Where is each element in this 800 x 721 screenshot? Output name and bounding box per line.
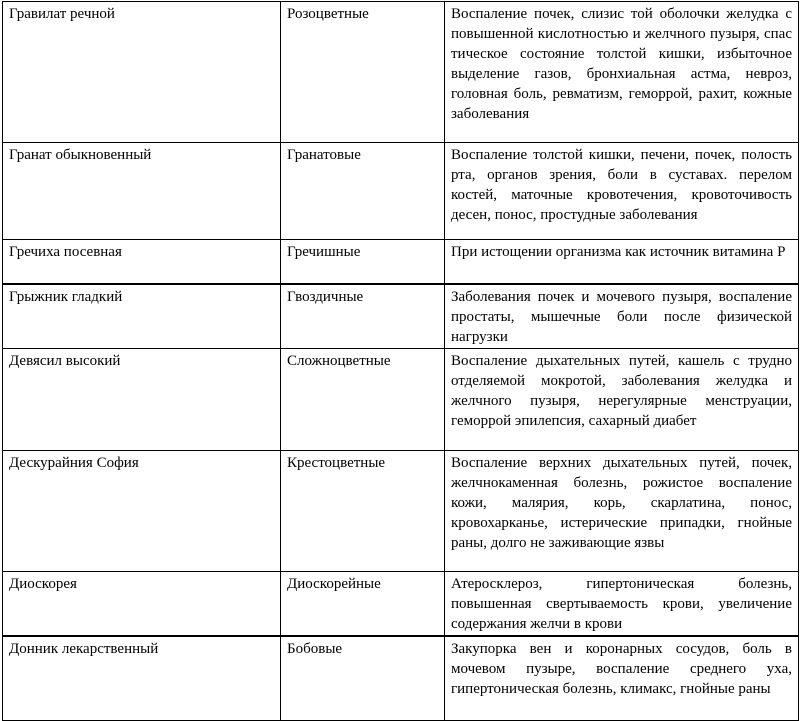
table-row (3, 349, 799, 451)
plant-family-cell: Гвоздичные (281, 284, 445, 349)
plant-name-cell: Дескурайния София (3, 451, 281, 572)
table-row (3, 451, 799, 572)
plant-family-cell: Сложноцветные (281, 349, 445, 451)
table-body (3, 2, 799, 721)
plant-name-cell: Гранат обыкновенный (3, 143, 281, 240)
plant-name-cell: Гречиха посевная (3, 240, 281, 285)
medical-uses-cell: Воспаление почек, слизис той оболочки желудка с повышенной кислотностью и желчного пузыря, спас тическое состояние толстой кишки, избыточное выделение газов, бронхиальная астма, невроз, головная боль, ревматизм, геморрой, рахит, кожные заболевания (445, 2, 799, 143)
herbs-table (2, 1, 799, 721)
table-row (3, 143, 799, 240)
plant-name-cell: Диоскорея (3, 572, 281, 637)
medical-uses-cell: Воспаление дыхательных путей, кашель с трудно отделяемой мокротой, заболевания желудка и желчного пузыря, нерегулярные менструации, геморрой эпилепсия, сахарный диабет (445, 349, 799, 451)
plant-name-cell: Гравилат речной (3, 2, 281, 143)
table-row (3, 240, 799, 285)
table-row (3, 572, 799, 637)
table-row (3, 2, 799, 143)
medical-uses-cell: Воспаление верхних дыхательных путей, почек, желчнокаменная болезнь, рожистое воспаление кожи, малярия, корь, скарлатина, понос, кровохарканье, истерические припадки, гнойные раны, долго не заживающие язвы (445, 451, 799, 572)
medical-uses-cell: При истощении организма как источник витамина Р (445, 240, 799, 285)
medical-uses-cell: Атеросклероз, гипертоническая болезнь, повышенная свертываемость крови, увеличение содержания желчи в крови (445, 572, 799, 637)
medical-uses-cell: Воспаление толстой кишки, печени, почек, полость рта, органов зрения, боли в суставах. перелом костей, маточные кровотечения, кровоточивость десен, понос, простудные заболевания (445, 143, 799, 240)
plant-family-cell: Розоцветные (281, 2, 445, 143)
plant-family-cell: Гранатовые (281, 143, 445, 240)
plant-family-cell: Крестоцветные (281, 451, 445, 572)
plant-name-cell: Девясил высокий (3, 349, 281, 451)
plant-family-cell: Диоскорейные (281, 572, 445, 637)
medical-uses-cell: Закупорка вен и коронарных сосудов, боль в мочевом пузыре, воспаление среднего уха, гипертоническая болезнь, климакс, гнойные раны (445, 636, 799, 721)
plant-name-cell: Грыжник гладкий (3, 284, 281, 349)
plant-family-cell: Бобовые (281, 636, 445, 721)
plant-family-cell: Гречишные (281, 240, 445, 285)
table-row (3, 636, 799, 721)
plant-name-cell: Донник лекарственный (3, 636, 281, 721)
table-row (3, 284, 799, 349)
medical-uses-cell: Заболевания почек и мочевого пузыря, воспаление простаты, мышечные боли после физической нагрузки (445, 284, 799, 349)
